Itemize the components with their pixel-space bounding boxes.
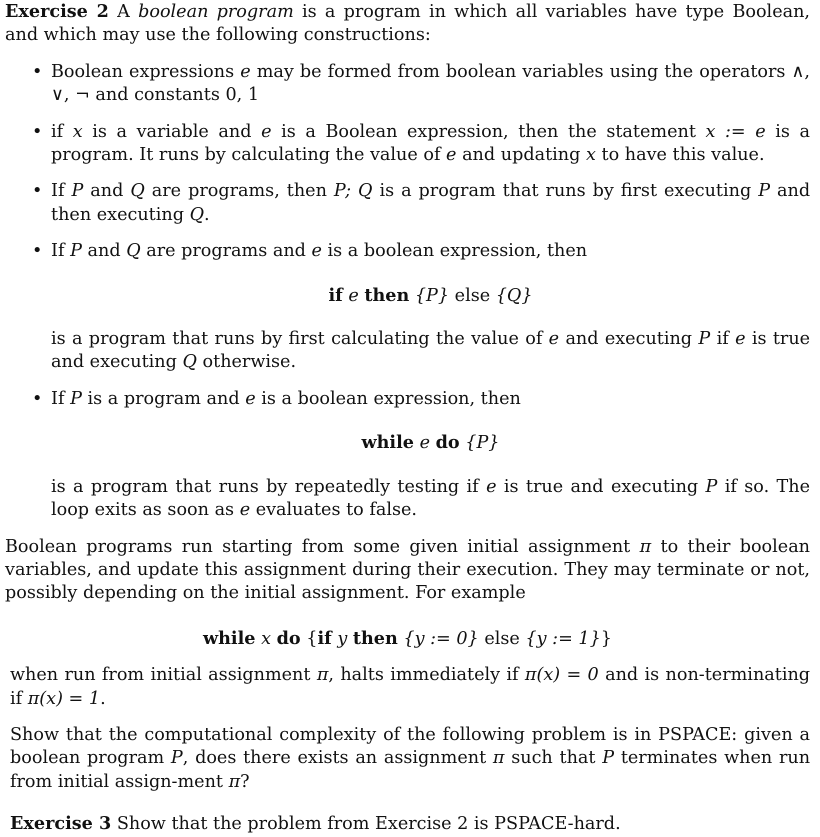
math: {P} (414, 285, 450, 306)
text: is a program and (87, 388, 240, 409)
math: x (72, 121, 83, 142)
boolean-program-term: boolean program (138, 2, 294, 22)
math: e (245, 388, 256, 409)
text: evaluates to false. (255, 500, 418, 521)
math: e (239, 500, 251, 521)
keyword-do: do (435, 432, 460, 454)
paragraph-initial-assignment (5, 536, 810, 606)
math: Q (189, 204, 204, 225)
math: π (228, 771, 241, 792)
exercise-3 (5, 812, 810, 836)
text: is a program. It runs by calculating the value of (51, 121, 811, 166)
keyword-else: else (484, 628, 520, 649)
math: e (446, 145, 457, 166)
text: is a program that runs by repeatedly testing if (51, 476, 479, 497)
text: Boolean programs run starting from some given initial assignment (5, 536, 631, 557)
text: may be formed from boolean variables using the operators ∧, ∨, ¬ and constants 0, 1 (51, 61, 811, 106)
text: Show that the computational complexity of the following problem is in PSPACE: given a boolean program (10, 724, 810, 769)
list-item (5, 388, 810, 523)
text: are programs and (146, 241, 306, 262)
math: e (240, 61, 251, 82)
text: If (51, 181, 65, 202)
text: terminates when run from initial assign-ment (10, 748, 811, 792)
keyword-if: if (317, 627, 332, 649)
constructions-list (5, 61, 810, 523)
document-page (5, 0, 810, 837)
text: if (716, 329, 729, 350)
intro-text: A (117, 2, 130, 22)
if-then-else-display (51, 284, 810, 308)
text: such that (511, 748, 596, 769)
list-item (5, 61, 810, 108)
keyword-then: then (364, 284, 410, 306)
math: e (311, 241, 322, 262)
keyword-if: if (328, 284, 343, 306)
math: x := e (705, 121, 766, 142)
text: and (87, 241, 121, 262)
math: e (348, 285, 359, 306)
text: Show that the problem from Exercise 2 is PSPACE-hard. (116, 814, 621, 835)
bullet-icon: • (32, 241, 43, 262)
bullet-icon: • (32, 388, 43, 409)
text: is true and executing (51, 329, 811, 373)
math: x (261, 628, 272, 649)
math: π (316, 665, 329, 686)
paragraph-example-behaviour (5, 664, 810, 711)
text: If (51, 241, 65, 262)
bullet-icon: • (32, 181, 43, 202)
example-program-display (5, 627, 810, 651)
exercise-3-heading: Exercise 3 (10, 813, 112, 835)
text: and then executing (51, 181, 811, 225)
bullet-icon: • (32, 121, 43, 142)
text: , does there exists an assignment (182, 748, 487, 769)
text: is a boolean expression, then (261, 388, 521, 409)
math: π(x) = 1 (27, 688, 101, 709)
text: ? (240, 771, 250, 792)
exercise-2-heading: Exercise 2 (5, 1, 109, 22)
math: e (419, 433, 431, 454)
brace: } (600, 628, 612, 649)
keyword-while: while (203, 627, 256, 649)
math: y (337, 628, 348, 649)
math: {y := 1} (525, 628, 601, 649)
math: P (758, 181, 771, 202)
text: is true and executing (503, 476, 699, 497)
math: P (70, 241, 82, 262)
math: P; Q (333, 181, 373, 202)
text: to their boolean variables, and update this assignment during their execution. They may terminate or not, possibly depending on the initial assignment. For example (5, 536, 811, 604)
bullet-lead (51, 240, 810, 263)
bullet-tail (51, 476, 810, 523)
math: P (170, 748, 183, 769)
text: to have this value. (601, 145, 765, 166)
keyword-do: do (276, 627, 301, 649)
text: otherwise. (202, 352, 297, 373)
math: P (71, 181, 84, 202)
text: . (100, 688, 106, 709)
text: and (90, 181, 124, 202)
math: P (698, 329, 711, 350)
keyword-while: while (361, 432, 414, 454)
text: and executing (565, 329, 693, 350)
math: e (486, 476, 497, 497)
math: e (735, 329, 746, 350)
exercise-2-intro (5, 0, 810, 48)
math: π (492, 748, 505, 769)
text: is a Boolean expression, then the statement (281, 121, 696, 142)
math: Q (126, 241, 141, 262)
list-item (5, 121, 810, 168)
paragraph-pspace-task (5, 724, 810, 794)
math: Q (130, 181, 145, 202)
text: and is non-terminating if (10, 665, 811, 709)
list-item (5, 240, 810, 375)
text: If (51, 388, 65, 409)
text: when run from initial assignment (10, 665, 311, 686)
text: is a program that runs by first executing (379, 181, 752, 202)
text: is a program that runs by first calculating the value of (51, 329, 543, 350)
math: {P} (465, 433, 500, 454)
math: e (548, 329, 560, 350)
text: . (204, 204, 210, 225)
math: {y := 0} (403, 628, 479, 649)
math: e (261, 121, 272, 142)
math: {Q} (495, 285, 533, 306)
brace: { (306, 628, 318, 649)
math: π(x) = 0 (524, 665, 599, 686)
text: if so. The loop exits as soon as (51, 476, 811, 521)
text: if (51, 121, 64, 142)
math: P (602, 748, 615, 769)
text: Boolean expressions (51, 61, 235, 82)
text: , halts immediately if (328, 665, 519, 686)
keyword-then: then (352, 627, 398, 649)
bullet-lead (51, 388, 810, 411)
intro-text: is a program in which all variables have type Boolean, and which may use the following constructions: (5, 2, 811, 46)
text: is a boolean expression, then (327, 241, 588, 262)
bullet-icon: • (32, 61, 43, 82)
list-item (5, 180, 810, 227)
math: x (585, 145, 596, 166)
math: P (70, 388, 82, 409)
math: P (705, 476, 718, 497)
text: is a variable and (92, 121, 252, 142)
keyword-else: else (454, 285, 491, 306)
bullet-tail (51, 328, 810, 375)
while-do-display (51, 431, 810, 455)
math: Q (182, 352, 197, 373)
text: and updating (462, 145, 581, 166)
math: π (639, 536, 652, 557)
text: are programs, then (151, 181, 327, 202)
